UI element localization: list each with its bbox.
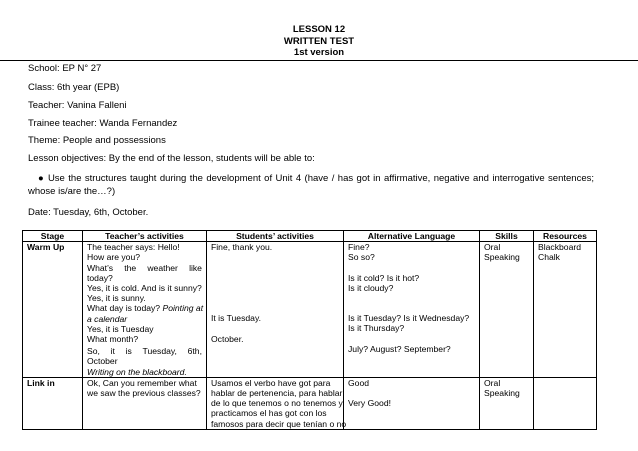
teacher-activities-cell: Ok, Can you remember what we saw the previous classes?: [83, 377, 207, 429]
lesson-plan-table: [22, 230, 597, 430]
lesson-subtitle: WRITTEN TEST: [283, 35, 355, 47]
table-row: [23, 242, 597, 378]
justified-line: So, it is Tuesday, 6th,: [87, 346, 202, 357]
alternative-language-cell: Good Very Good!: [344, 377, 480, 429]
students-activities-cell: Usamos el verbo have got para hablar de pertenencia, para hablar de lo que tenemos o no tenemos y practicamos el has got con los famosos para decir que tenían o no: [207, 377, 344, 429]
school-line: School: EP N° 27: [28, 63, 102, 74]
table-header-row: [23, 231, 597, 242]
header-stage: Stage: [23, 231, 83, 242]
teacher-line: Teacher: Vanina Falleni: [28, 100, 127, 111]
teacher-activities-cell: The teacher says: Hello! How are you? What’s the weather like today? Yes, it is cold. And is it sunny? Yes, it is sunny. What day is today? Pointing at a calendar Yes, it is Tuesday What month? So, it is Tuesday, 6th, October Writing on the blackboard.: [83, 242, 207, 378]
header-alternative-language: Alternative Language: [344, 231, 480, 242]
header-skills: Skills: [480, 231, 534, 242]
header-resources: Resources: [534, 231, 597, 242]
skills-cell: Oral Speaking: [480, 377, 534, 429]
date-line: Date: Tuesday, 6th, October.: [28, 207, 149, 218]
stage-cell: Link in: [23, 377, 83, 429]
class-line: Class: 6th year (EPB): [28, 82, 120, 93]
trainee-line: Trainee teacher: Wanda Fernandez: [28, 118, 178, 129]
alternative-language-cell: Fine? So so? Is it cold? Is it hot? Is it cloudy? Is it Tuesday? Is it Wednesday? Is it Thursday? July? August? September?: [344, 242, 480, 378]
table-row: [23, 377, 597, 429]
lesson-version: 1st version: [293, 47, 345, 58]
lesson-title: LESSON 12: [292, 24, 346, 35]
justified-line: What’s the weather like: [87, 262, 202, 273]
stage-cell: Warm Up: [23, 242, 83, 378]
resources-cell: Blackboard Chalk: [534, 242, 597, 378]
theme-line: Theme: People and possessions: [28, 135, 166, 146]
skills-cell: Oral Speaking: [480, 242, 534, 378]
header-divider: [0, 60, 638, 61]
resources-cell: [534, 377, 597, 429]
header-teacher-activities: Teacher’s activities: [83, 231, 207, 242]
header-students-activities: Students’ activities: [207, 231, 344, 242]
students-activities-cell: Fine, thank you. It is Tuesday. October.: [207, 242, 344, 378]
objectives-line: Lesson objectives: By the end of the lesson, students will be able to:: [28, 153, 315, 164]
document-header: [0, 24, 638, 59]
objective-item: ● Use the structures taught during the development of Unit 4 (have / has got in affirmative, negative and interrogative sentences; whose is/are the…?): [28, 173, 594, 197]
